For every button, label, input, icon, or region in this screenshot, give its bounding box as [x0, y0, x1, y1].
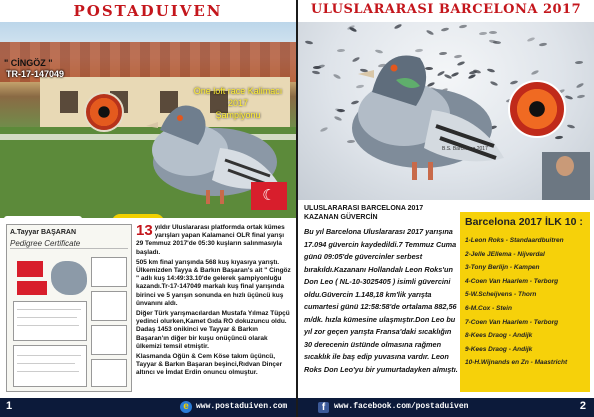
facebook-icon: f [318, 402, 329, 413]
top10-item: 10-H.Wijnands en Zn - Maastricht [465, 359, 568, 367]
turkish-flag-icon: ☾ [251, 182, 287, 210]
fancier-portrait [542, 152, 590, 200]
top10-item: 7-Coen Van Haarlem - Terborg [465, 318, 559, 326]
flying-bird-icon [575, 61, 583, 65]
top10-item: 8-Kees Draog - Andijk [465, 332, 533, 340]
internet-explorer-icon: e [180, 401, 192, 413]
article-body-right [298, 200, 594, 398]
pedigree-box [91, 257, 127, 287]
flag-icon [17, 261, 43, 277]
bird-name: " CİNGÖZ " [4, 58, 53, 68]
pedigree-box [91, 359, 127, 387]
flying-bird-icon [527, 37, 536, 43]
pedigree-box [13, 301, 87, 341]
pedigree-line [17, 371, 79, 372]
pedigree-box [13, 345, 87, 387]
masthead-left [0, 0, 296, 22]
article-paragraph [136, 224, 292, 257]
pedigree-line [17, 317, 77, 318]
top10-item: 9-Kees Draog - Andijk [465, 345, 533, 353]
article-text-left [136, 224, 292, 380]
flying-bird-icon [567, 124, 576, 129]
pedigree-line [17, 363, 75, 364]
masthead-title: POSTADUIVEN [73, 2, 223, 20]
pigeon-illustration [312, 36, 512, 186]
article-body-left [0, 218, 296, 398]
face [556, 156, 574, 176]
window [60, 91, 78, 113]
hero-photo-left [0, 22, 296, 218]
flying-bird-icon [565, 95, 574, 100]
facebook-link[interactable]: www.facebook.com/postaduiven [334, 402, 469, 411]
certificate-heading: Pedigree Certificate [10, 239, 128, 249]
top10-box [460, 212, 590, 392]
pedigree-line [17, 325, 79, 326]
hero-photo-right [298, 22, 594, 200]
dropcap-number: 13 [136, 222, 153, 239]
article-paragraph: 505 km final yarışında 568 kuş kıyasıya yarıştı. Ülkemizden Tayya & Barkın Başaran's ait " Cingöz " adlı kuş 14:49:33.10'de gelerek şampiyonluğu kazandı.Tr-17-147049 markalı kuş final yarışında birinci ve 5 yarışın sonunda en hızlı üçüncü kuş ünvanını aldı. [136, 258, 291, 307]
page-number: 1 [6, 400, 13, 412]
pedigree-line [17, 355, 81, 356]
article-paragraph: Klasmanda Oğün & Cem Köse takım üçüncü, Tayyar & Barkın Başaran beşinci,Rıdvan Dinçer altıncı ve İmdat Erdin onuncu olmuştur. [136, 353, 283, 377]
caption-line-1: One loft race Kalimacı 2017 [193, 86, 283, 108]
caption-line-2: Şampiyonu [215, 110, 261, 120]
pigeon-eye-closeup [508, 80, 566, 138]
page-right [298, 0, 594, 417]
pigeon-eye-closeup [84, 92, 124, 132]
flying-bird-icon [555, 135, 563, 139]
certificate-owner: A.Tayyar BAŞARAN [10, 229, 76, 236]
pedigree-line [17, 309, 81, 310]
pigeon-photo-small [51, 261, 87, 295]
pedigree-box [91, 325, 127, 355]
top10-item: 2-Jelle JEllema - Nijverdal [465, 250, 545, 258]
photo-stamp: B.S. Barcelona 2017 [442, 146, 488, 152]
pedigree-certificate [6, 224, 132, 392]
flying-bird-icon [530, 70, 539, 76]
top10-item: 5-W.Scheijvens - Thorn [465, 291, 537, 299]
paragraph-text: yıldır Uluslararası platformda ortak kümes yarışları yapan Kalamanci OLR final yarışı 29 Temmuz 2017'de 05:30 kuşların salınmasıyla başladı. [136, 224, 285, 256]
footer-left [0, 398, 296, 417]
footer-right [298, 398, 594, 417]
website-link[interactable]: www.postaduiven.com [196, 402, 288, 411]
article-paragraph: Diğer Türk yarışmacılardan Mustafa Yılmaz Tüpçü yedinci olurken,Kamet Gıda RO dokuzuncu oldu. Dadaş 1453 onikinci ve Tayyar & Barkın Başaran'ın diğer bir kuşu onüçüncü olarak ülkemizi temsil etmiştir. [136, 310, 290, 350]
flying-bird-icon [576, 82, 584, 88]
masthead-title: ULUSLARARASI BARCELONA 2017 [310, 2, 582, 17]
top10-item: 3-Tony Berlijn - Kampen [465, 264, 540, 272]
article-headline: ULUSLARARASI BARCELONA 2017 KAZANAN GÜVERCİN [304, 205, 424, 221]
top10-item: 4-Coen Van Haarlem - Terborg [465, 277, 559, 285]
flag-icon [17, 281, 47, 295]
masthead-right [298, 0, 594, 22]
page-number: 2 [579, 400, 586, 412]
top10-item: 6-M.Cox - Stein [465, 304, 512, 312]
article-text-right: Bu yıl Barcelona Uluslararası 2017 yarışına 17.094 güvercin kaydedildi.7 Temmuz Cuma günü 09:05'de güvercinler serbest bırakıldı.Kazananı Hollandalı Leon Roks'un Don Leo ( NL-10-3025405 ) isimli güvercini oldu.Güvercin 1.148,18 km'lik yarışta cumartesi günü 12:58:58'de ortalama 882,56 m/dk. hızla kümesine ulaşmıştır.Don Leo bu yıl zor geçen yarışta Fransa'daki sıcaklığın 30 derecenin üstünde olmasına rağmen sıcaklık ile baş edip yuvasına vardır. Leon Roks Don Leo'yu bir yumurtadayken almıştı. [304, 227, 458, 374]
bird-ring-number: TR-17-147049 [6, 69, 65, 79]
flying-bird-icon [425, 29, 433, 35]
flying-bird-icon [577, 94, 585, 98]
flying-bird-icon [441, 27, 449, 32]
flying-bird-icon [459, 24, 467, 28]
flying-bird-icon [539, 43, 547, 47]
page-left [0, 0, 296, 417]
flying-bird-icon [489, 31, 497, 34]
pedigree-box [91, 291, 127, 321]
top10-title: Barcelona 2017 İLK 10 : [465, 216, 583, 228]
top10-item: 1-Leon Roks - Standaardbuitren [465, 237, 564, 244]
flying-bird-icon [394, 24, 403, 30]
